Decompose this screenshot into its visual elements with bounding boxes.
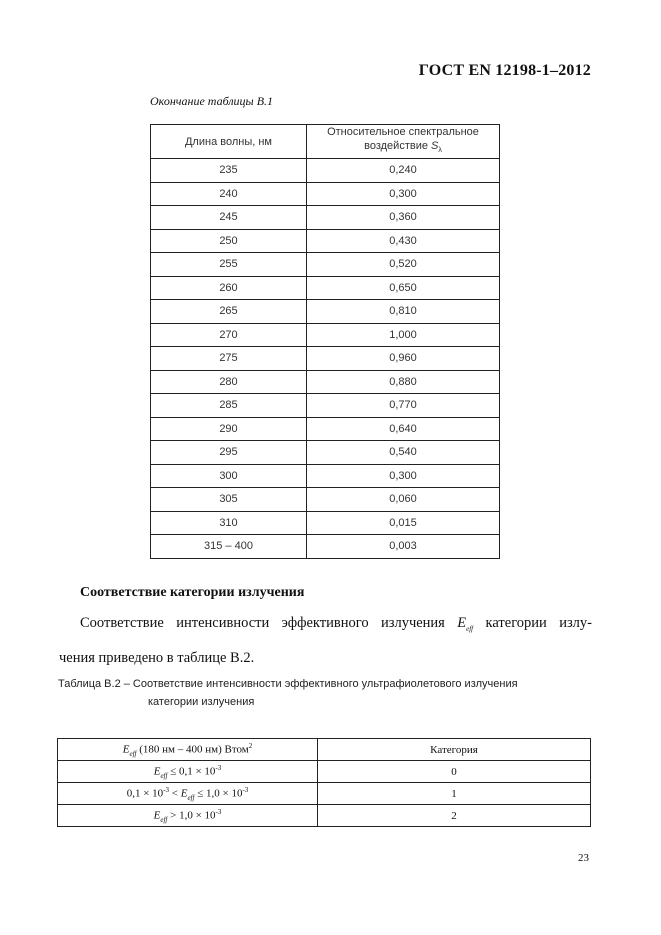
intensity-condition-cell — [58, 783, 318, 805]
section-paragraph — [59, 609, 592, 673]
intensity-header-sup: 2 — [248, 741, 253, 750]
effect-cell: 0,430 — [307, 229, 500, 253]
effect-cell: 0,540 — [307, 441, 500, 465]
effect-cell: 0,810 — [307, 300, 500, 324]
effect-cell: 1,000 — [307, 323, 500, 347]
e-eff-symbol: E — [457, 615, 467, 631]
category-cell: 1 — [318, 783, 591, 805]
effect-cell: 0,360 — [307, 206, 500, 230]
table2-caption-line1: Таблица B.2 – Соответствие интенсивности эффективного ультрафиолетового излучения — [58, 678, 518, 690]
effect-cell: 0,640 — [307, 417, 500, 441]
table-row — [151, 370, 500, 394]
wavelength-cell: 250 — [151, 229, 307, 253]
wavelength-cell: 275 — [151, 347, 307, 371]
table-row — [151, 441, 500, 465]
exponent: -3 — [163, 785, 169, 794]
table-row — [151, 229, 500, 253]
table-row — [151, 182, 500, 206]
table1-caption: Окончание таблицы B.1 — [150, 94, 274, 108]
table-row — [151, 253, 500, 277]
eff-subscript: eff — [187, 793, 195, 802]
paragraph-text-part1: Соответствие интенсивности эффективного излучения — [80, 615, 445, 631]
table2-caption-line2: категории излучения — [148, 696, 255, 708]
standard-header: ГОСТ EN 12198-1–2012 — [418, 62, 591, 79]
category-cell: 0 — [318, 761, 591, 783]
effect-cell: 0,300 — [307, 182, 500, 206]
effect-cell: 0,520 — [307, 253, 500, 277]
table-row — [151, 347, 500, 371]
intensity-column-header — [58, 739, 318, 761]
wavelength-cell: 310 — [151, 511, 307, 535]
paragraph-line1 — [80, 609, 592, 644]
wavelength-cell: 290 — [151, 417, 307, 441]
exponent: -3 — [242, 785, 249, 794]
table-row — [58, 761, 591, 783]
wavelength-column-header: Длина волны, нм — [151, 125, 307, 159]
wavelength-cell: 240 — [151, 182, 307, 206]
table-row — [151, 394, 500, 418]
eff-subscript: eff — [160, 771, 168, 780]
eff-symbol: E — [122, 743, 130, 756]
effect-cell: 0,003 — [307, 535, 500, 559]
relative-effect-header-line2: воздействие — [364, 140, 428, 152]
paragraph-line2: чения приведено в таблице B.2. — [59, 649, 255, 666]
s-lambda-symbol: S — [431, 140, 439, 152]
table-row — [151, 159, 500, 183]
exponent: -3 — [215, 807, 222, 816]
paragraph-text-part2: категории излу- — [485, 615, 592, 631]
exponent: -3 — [215, 763, 222, 772]
condition-lower-bound: 0,1 × 10 — [126, 787, 164, 800]
wavelength-table — [150, 124, 500, 559]
wavelength-cell: 245 — [151, 206, 307, 230]
table-row — [151, 206, 500, 230]
table-row — [151, 488, 500, 512]
intensity-condition-cell — [58, 761, 318, 783]
effect-cell: 0,015 — [307, 511, 500, 535]
section-title: Соответствие категории излучения — [80, 585, 305, 600]
wavelength-cell: 255 — [151, 253, 307, 277]
eff-symbol: E — [180, 787, 188, 800]
effect-cell: 0,300 — [307, 464, 500, 488]
eff-symbol: E — [153, 809, 161, 822]
wavelength-cell: 305 — [151, 488, 307, 512]
intensity-condition-cell — [58, 805, 318, 827]
page-number: 23 — [578, 852, 589, 864]
condition-operator: < — [169, 787, 181, 800]
wavelength-cell: 260 — [151, 276, 307, 300]
table-row — [151, 464, 500, 488]
wavelength-cell: 285 — [151, 394, 307, 418]
e-eff-subscript: eff — [466, 624, 474, 633]
condition-text: ≤ 0,1 × 10 — [167, 765, 216, 778]
category-cell: 2 — [318, 805, 591, 827]
category-column-header: Категория — [318, 739, 591, 761]
table-row — [58, 783, 591, 805]
effect-cell: 0,240 — [307, 159, 500, 183]
wavelength-cell: 235 — [151, 159, 307, 183]
effect-cell: 0,060 — [307, 488, 500, 512]
table-row — [151, 511, 500, 535]
wavelength-cell: 295 — [151, 441, 307, 465]
wavelength-cell: 280 — [151, 370, 307, 394]
eff-symbol: E — [153, 765, 161, 778]
table1-header-row — [151, 125, 500, 159]
category-table — [57, 738, 591, 827]
table-row — [151, 535, 500, 559]
table-row — [151, 276, 500, 300]
table2-header-row — [58, 739, 591, 761]
wavelength-cell: 300 — [151, 464, 307, 488]
effect-cell: 0,650 — [307, 276, 500, 300]
relative-effect-column-header — [307, 125, 500, 159]
table-row — [151, 417, 500, 441]
wavelength-cell: 315 – 400 — [151, 535, 307, 559]
effect-cell: 0,770 — [307, 394, 500, 418]
wavelength-cell: 265 — [151, 300, 307, 324]
intensity-header-text: (180 нм – 400 нм) Втом — [139, 743, 249, 756]
effect-cell: 0,880 — [307, 370, 500, 394]
condition-text: > 1,0 × 10 — [167, 809, 216, 822]
table-row — [151, 300, 500, 324]
table-row — [58, 805, 591, 827]
eff-subscript: eff — [160, 815, 168, 824]
condition-text: ≤ 1,0 × 10 — [194, 787, 243, 800]
eff-subscript: eff — [129, 749, 137, 758]
table2-caption — [58, 678, 518, 708]
table-row — [151, 323, 500, 347]
relative-effect-header-line1: Относительное спектральное — [327, 126, 479, 138]
s-lambda-subscript: λ — [438, 147, 442, 155]
wavelength-cell: 270 — [151, 323, 307, 347]
effect-cell: 0,960 — [307, 347, 500, 371]
